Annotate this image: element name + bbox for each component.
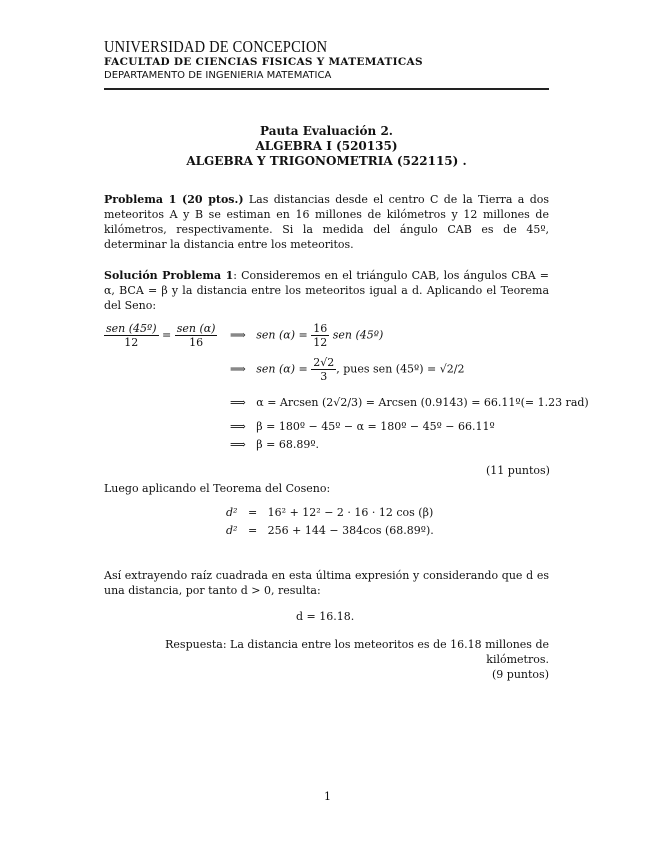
eq5-text: β = 68.89º. (256, 438, 320, 451)
points-11: (11 puntos) (486, 464, 550, 477)
university-name: UNIVERSIDAD DE CONCEPCION (104, 38, 328, 57)
answer-text: Respuesta: La distancia entre los meteoritos es de 16.18 millones de kilómetros. (165, 638, 549, 666)
solution-label: Solución Problema 1 (104, 269, 234, 282)
fraction-sen45-over-12 (104, 322, 159, 349)
sine-law-equation: $\frac{\text{sen (45º)}}{12}$ = $\frac{\text{sen (α)}}{16}$ (106, 322, 216, 349)
frac-numerator: sen (45º) (106, 322, 157, 335)
cos-rhs-1: 16² + 12² − 2 · 16 · 12 cos (β) (267, 506, 434, 519)
document-title (104, 124, 549, 169)
implies-symbol: ⟹ (230, 362, 246, 376)
eq2-lhs: sen (α) = (256, 362, 308, 376)
title-line-2: ALGEBRA I (520135) (255, 139, 398, 153)
problem-statement (104, 192, 549, 252)
implication-line-1 (230, 322, 383, 349)
implication-line-2 (230, 356, 464, 383)
faculty-name: FACULTAD DE CIENCIAS FISICAS Y MATEMATICAS (104, 56, 423, 68)
solution-intro (104, 268, 549, 313)
solution-text: : Consideremos en el triángulo CAB, los ángulos CBA = α, BCA = β y la distancia entre los meteoritos igual a d. Aplicando el Teorema del Seno: (104, 269, 549, 312)
implies-symbol: ⟹ (230, 420, 246, 433)
points-9: (9 puntos) (492, 668, 549, 681)
answer-block (104, 637, 549, 682)
title-line-1: Pauta Evaluación 2. (260, 124, 393, 138)
implication-line-5 (230, 438, 319, 451)
frac-denominator: 12 (124, 336, 139, 349)
eq4-text: β = 180º − 45º − α = 180º − 45º − 66.11º (256, 420, 495, 433)
eq1-lhs: sen (α) = (256, 328, 308, 342)
eq1-rhs: sen (45º) (332, 328, 384, 342)
fraction-senalpha-over-16 (175, 322, 218, 349)
department-name: DEPARTAMENTO DE INGENIERIA MATEMATICA (104, 70, 332, 81)
page-number: 1 (324, 790, 331, 803)
implies-symbol: ⟹ (230, 396, 246, 409)
cosine-intro: Luego aplicando el Teorema del Coseno: (104, 482, 331, 495)
cosine-equation-1 (226, 506, 433, 519)
final-result: d = 16.18. (296, 610, 355, 623)
fraction-2sqrt2-over-3 (311, 356, 336, 383)
implication-line-4 (230, 420, 495, 433)
title-line-3: ALGEBRA Y TRIGONOMETRIA (522115) . (186, 154, 467, 168)
cosine-equation-2 (226, 524, 434, 537)
frac-denominator: 12 (313, 336, 328, 349)
eq3-text: α = Arcsen (2√2/3) = Arcsen (0.9143) = 66.11º(= 1.23 rad) (256, 396, 589, 409)
implication-line-3 (230, 396, 589, 409)
frac-numerator: sen (α) (176, 322, 216, 335)
equals-sign: = (247, 506, 258, 519)
implies-symbol: ⟹ (230, 328, 246, 342)
frac-numerator: 16 (313, 322, 328, 335)
frac-denominator: 3 (320, 370, 328, 383)
equals-sign: = (247, 524, 258, 537)
cos-lhs: d² (226, 506, 238, 519)
extract-root-text: Así extrayendo raíz cuadrada en esta última expresión y considerando que d es una distancia, por tanto d > 0, resulta: (104, 569, 549, 597)
cos-lhs: d² (226, 524, 238, 537)
problem-text: Las distancias desde el centro C de la Tierra a dos meteoritos A y B se estiman en 16 millones de kilómetros y 12 millones de kilómetros, respectivamente. Si la medida del ángulo CAB es de 45º, determinar la distancia entre los meteoritos. (104, 193, 550, 251)
problem-label: Problema 1 (20 ptos.) (104, 193, 244, 206)
header-rule (104, 88, 549, 90)
implies-symbol: ⟹ (230, 438, 246, 451)
fraction-16-over-12 (311, 322, 329, 349)
eq2-rhs: , pues sen (45º) = √2/2 (336, 362, 465, 376)
cos-rhs-2: 256 + 144 − 384cos (68.89º). (267, 524, 434, 537)
frac-denominator: 16 (189, 336, 204, 349)
frac-numerator: 2√2 (313, 356, 335, 369)
